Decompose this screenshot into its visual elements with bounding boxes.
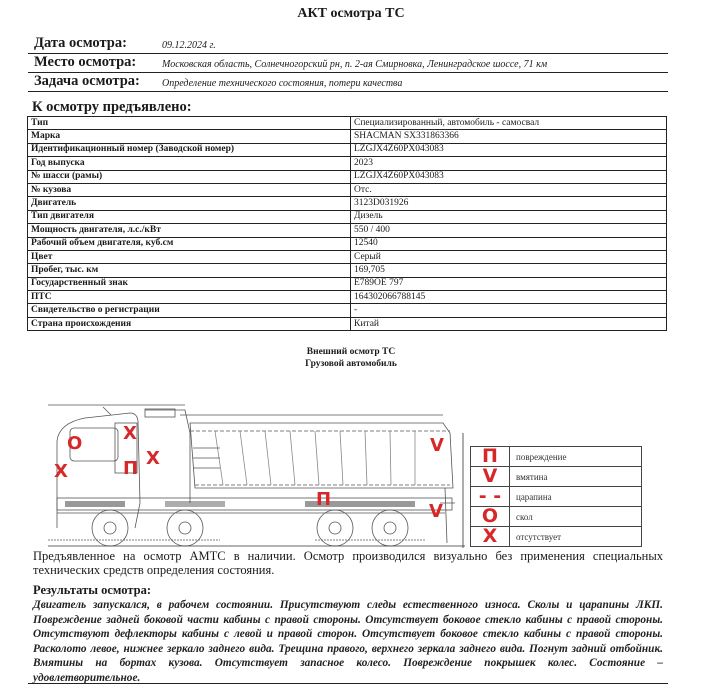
spec-value: LZGJX4Z60PX043083 bbox=[351, 143, 667, 156]
spec-value: 12540 bbox=[351, 237, 667, 250]
results-text: Двигатель запускался, в рабочем состоянии. Присутствуют следы естественного износа. Сколы и царапины ЛКП. Повреждение задней боковой части кабины с правой стороны. Отсутствует боковое стекло кабины с правой стороны. Отсутствуют дефлекторы кабины с левой и правой сторон. Отсутствует боковое стекло кабины с правой стороны. Расколото левое, нижнее зеркало заднего вида. Трещина правого, верхнего зеркала заднего вида. Погнут задний отбойник. Вмятины на бортах кузова. Отсутствует запасное колесо. Повреждение покрышек колес. Состояние – удовлетворительное. bbox=[33, 599, 663, 684]
spec-value: 550 / 400 bbox=[351, 224, 667, 237]
legend-symbol-icon: Х bbox=[471, 527, 510, 547]
presence-note: Предъявленное на осмотр АМТС в наличии. Осмотр производился визуально без применения специальных технических средств определения состояния. bbox=[33, 549, 663, 577]
spec-row bbox=[28, 130, 667, 143]
field-value: Определение технического состояния, потери качества bbox=[162, 78, 403, 89]
legend-label: повреждение bbox=[510, 447, 642, 467]
spec-row bbox=[28, 317, 667, 330]
field-label: Задача осмотра: bbox=[34, 73, 140, 89]
spec-row bbox=[28, 197, 667, 210]
spec-key: № шасси (рамы) bbox=[28, 170, 351, 183]
legend-label: царапина bbox=[510, 487, 642, 507]
spec-key: Мощность двигателя, л.с./кВт bbox=[28, 224, 351, 237]
spec-value: 164302066788145 bbox=[351, 291, 667, 304]
spec-value: LZGJX4Z60PX043083 bbox=[351, 170, 667, 183]
spec-key: Тип двигателя bbox=[28, 210, 351, 223]
spec-key: Государственный знак bbox=[28, 277, 351, 290]
spec-value: Китай bbox=[351, 317, 667, 330]
field-inspection-task bbox=[28, 74, 668, 92]
spec-value: Дизель bbox=[351, 210, 667, 223]
legend-row bbox=[471, 487, 642, 507]
spec-row bbox=[28, 277, 667, 290]
spec-key: Тип bbox=[28, 117, 351, 130]
legend-row bbox=[471, 527, 642, 547]
field-value: Московская область, Солнечногорский рн, п. 2-ая Смирновка, Ленинградское шоссе, 71 км bbox=[162, 59, 548, 70]
spec-value: Специализированный, автомобиль - самосвал bbox=[351, 117, 667, 130]
spec-key: Год выпуска bbox=[28, 157, 351, 170]
results-heading: Результаты осмотра: bbox=[33, 583, 151, 597]
damage-legend bbox=[470, 446, 642, 547]
dump-truck-drawing-icon bbox=[45, 393, 465, 548]
external-inspection-subtitle: Грузовой автомобиль bbox=[305, 359, 397, 369]
spec-value: Е789ОЕ 797 bbox=[351, 277, 667, 290]
spec-row bbox=[28, 170, 667, 183]
spec-value: SHACMAN SX331863366 bbox=[351, 130, 667, 143]
legend-row bbox=[471, 467, 642, 487]
spec-row bbox=[28, 264, 667, 277]
spec-value: 3123D031926 bbox=[351, 197, 667, 210]
legend-symbol-icon: О bbox=[471, 507, 510, 527]
presented-heading: К осмотру предъявлено: bbox=[32, 99, 192, 115]
legend-row bbox=[471, 447, 642, 467]
spec-value: 2023 bbox=[351, 157, 667, 170]
spec-row bbox=[28, 237, 667, 250]
legend-label: вмятина bbox=[510, 467, 642, 487]
legend-symbol-icon: - - bbox=[471, 487, 510, 507]
legend-symbol-icon: V bbox=[471, 467, 510, 487]
document-title: АКТ осмотра ТС bbox=[297, 6, 405, 21]
spec-row bbox=[28, 143, 667, 156]
spec-value: Серый bbox=[351, 250, 667, 263]
spec-row bbox=[28, 157, 667, 170]
spec-key: Двигатель bbox=[28, 197, 351, 210]
legend-label: отсутствует bbox=[510, 527, 642, 547]
truck-side-diagram bbox=[45, 393, 465, 548]
spec-key: Свидетельство о регистрации bbox=[28, 304, 351, 317]
spec-value: Отс. bbox=[351, 183, 667, 196]
spec-key: ПТС bbox=[28, 291, 351, 304]
field-inspection-date bbox=[28, 36, 668, 54]
field-label: Место осмотра: bbox=[34, 54, 137, 70]
vehicle-spec-table bbox=[27, 116, 667, 331]
legend-symbol-icon: П bbox=[471, 447, 510, 467]
bottom-divider bbox=[28, 683, 668, 684]
damage-mark-icon: П bbox=[123, 458, 139, 479]
spec-key: Страна происхождения bbox=[28, 317, 351, 330]
damage-mark-icon: О bbox=[67, 433, 83, 454]
external-inspection-title: Внешний осмотр ТС bbox=[306, 347, 396, 357]
spec-row bbox=[28, 224, 667, 237]
damage-mark-icon: V bbox=[429, 501, 443, 522]
field-inspection-place bbox=[28, 55, 668, 73]
spec-row bbox=[28, 304, 667, 317]
spec-row bbox=[28, 183, 667, 196]
spec-key: Цвет bbox=[28, 250, 351, 263]
spec-key: Идентификационный номер (Заводской номер) bbox=[28, 143, 351, 156]
spec-row bbox=[28, 117, 667, 130]
field-value: 09.12.2024 г. bbox=[162, 40, 216, 51]
field-label: Дата осмотра: bbox=[34, 35, 127, 51]
spec-key: Пробег, тыс. км bbox=[28, 264, 351, 277]
spec-key: Рабочий объем двигателя, куб.см bbox=[28, 237, 351, 250]
spec-row bbox=[28, 210, 667, 223]
spec-row bbox=[28, 291, 667, 304]
spec-row bbox=[28, 250, 667, 263]
spec-key: № кузова bbox=[28, 183, 351, 196]
spec-value: 169,705 bbox=[351, 264, 667, 277]
legend-label: скол bbox=[510, 507, 642, 527]
damage-mark-icon: Х bbox=[54, 461, 68, 482]
spec-value: - bbox=[351, 304, 667, 317]
legend-row bbox=[471, 507, 642, 527]
damage-mark-icon: V bbox=[430, 435, 444, 456]
damage-mark-icon: П bbox=[316, 489, 332, 510]
damage-mark-icon: Х bbox=[146, 448, 160, 469]
spec-key: Марка bbox=[28, 130, 351, 143]
damage-mark-icon: Х bbox=[123, 423, 137, 444]
